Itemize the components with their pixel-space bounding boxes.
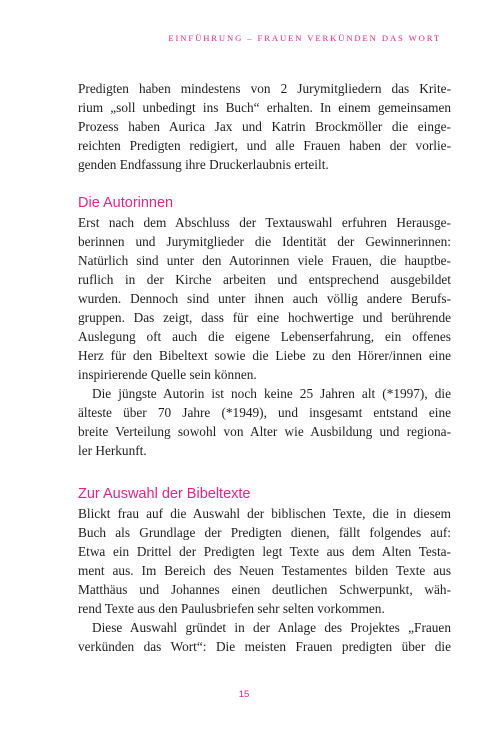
text-line: Etwa ein Drittel der Predigten legt Texte aus dem Alten Testa-: [78, 544, 451, 559]
section-heading-autorinnen: Die Autorinnen: [78, 195, 174, 211]
page-body: [78, 79, 451, 656]
text-line: berinnen und Jurymitglieder die Identität der Gewinnerinnen:: [78, 234, 451, 249]
text-line: älteste über 70 Jahre (*1949), und insgesamt entstand eine: [78, 405, 451, 420]
text-line: reichten Predigten redigiert, und alle Frauen haben der vorlie-: [78, 138, 451, 153]
text-line: Diese Auswahl gründet in der Anlage des Projektes „Frauen: [92, 620, 451, 635]
text-line: Auslegung oft auch die eigene Lebenserfahrung, ein offenes: [78, 329, 451, 344]
text-line: Prozess haben Aurica Jax und Katrin Brockmöller die einge-: [78, 119, 451, 134]
page-number: 15: [238, 689, 250, 700]
text-line: gruppen. Das zeigt, dass für eine hochwertige und berührende: [78, 310, 451, 325]
running-head: EINFÜHRUNG – FRAUEN VERKÜNDEN DAS WORT: [168, 33, 441, 43]
autorinnen-paragraph-2: [78, 384, 451, 460]
text-line: Blickt frau auf die Auswahl der biblischen Texte, die in diesem: [78, 506, 451, 521]
text-line: rium „soll unbedingt ins Buch“ erhalten. In einem gemeinsamen: [78, 100, 451, 115]
text-line: Herz für den Bibeltext sowie die Liebe zu den Hörer/innen eine: [78, 348, 451, 363]
text-line: ment aus. Im Bereich des Neuen Testamentes bilden Texte aus: [78, 563, 451, 578]
autorinnen-paragraph-1: [78, 213, 451, 384]
text-line: ler Herkunft.: [78, 443, 147, 458]
text-line: Buch als Grundlage der Predigten dienen, fällt folgendes auf:: [78, 525, 451, 540]
bibeltexte-paragraph-2: [78, 618, 451, 656]
text-line: breite Verteilung sowohl von Alter wie Ausbildung und regiona-: [78, 424, 451, 439]
text-line: ruflich in der Kirche arbeiten und entsprechend ausgebildet: [78, 272, 451, 287]
intro-paragraph: [78, 79, 451, 174]
text-line: Erst nach dem Abschluss der Textauswahl erfuhren Herausge-: [78, 215, 451, 230]
text-line: genden Endfassung ihre Druckerlaubnis erteilt.: [78, 157, 329, 172]
text-line: verkünden das Wort“: Die meisten Frauen predigten über die: [78, 639, 451, 654]
text-line: Matthäus und Johannes einen deutlichen Schwerpunkt, wäh-: [78, 582, 451, 597]
text-line: Predigten haben mindestens von 2 Jurymitgliedern das Krite-: [78, 81, 451, 96]
text-line: Natürlich sind unter den Autorinnen viele Frauen, die hauptbe-: [78, 253, 451, 268]
text-line: wurden. Dennoch sind unter ihnen auch völlig andere Berufs-: [78, 291, 451, 306]
section-heading-bibeltexte: Zur Auswahl der Bibeltexte: [78, 486, 251, 502]
bibeltexte-paragraph-1: [78, 504, 451, 618]
text-line: inspirierende Quelle sein können.: [78, 367, 257, 382]
text-line: rend Texte aus den Paulusbriefen sehr selten vorkommen.: [78, 601, 385, 616]
text-line: Die jüngste Autorin ist noch keine 25 Jahren alt (*1997), die: [92, 386, 451, 401]
